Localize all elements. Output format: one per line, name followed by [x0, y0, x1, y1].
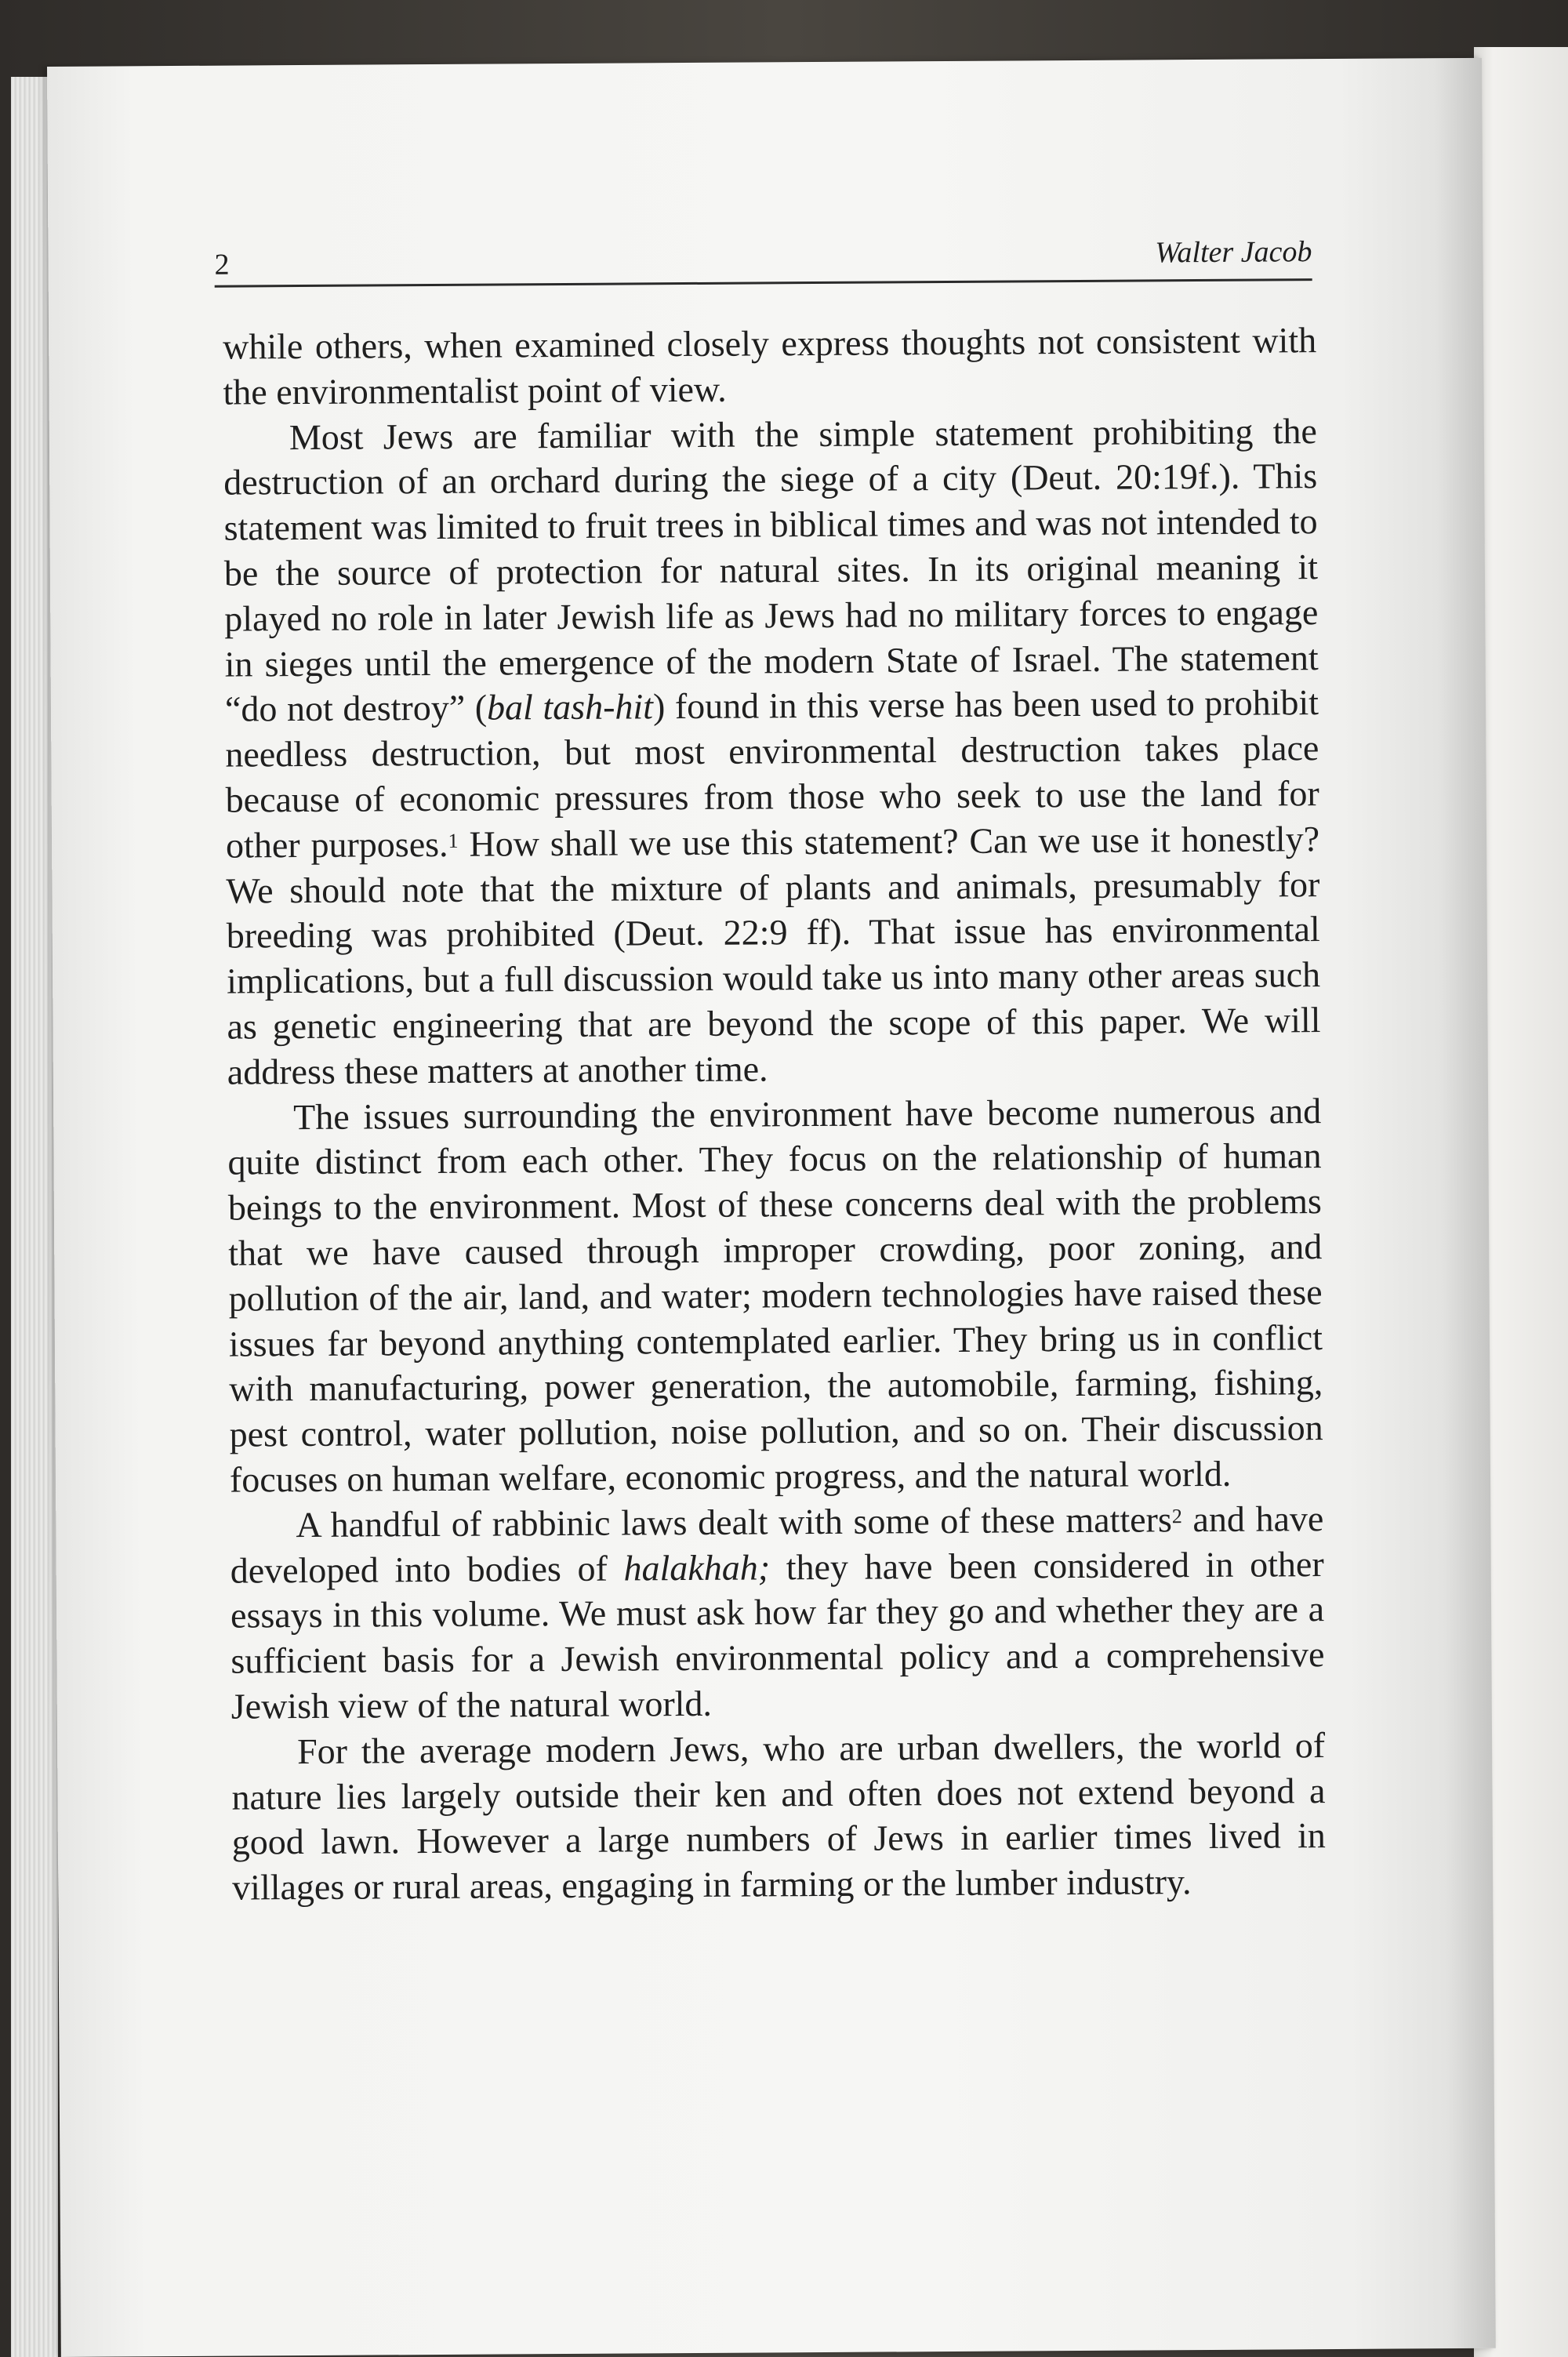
- paragraph-2: [223, 409, 1321, 1095]
- footnote-ref-1: 1: [448, 829, 459, 852]
- footnote-ref-2: 2: [1171, 1504, 1182, 1527]
- paragraph-2-text-d: How shall we use this statement? Can we use it honestly? We should note that the mixture of plants and animals, presumably for breeding was prohibited (Deut. 22:9 ff). That issue has environmental implications, but a full discussion would take us into many other areas such as genetic engineering that are beyond the scope of this paper. We will address these matters at another time.: [226, 818, 1321, 1092]
- paragraph-2-italic-term: bal tash-hit: [486, 686, 654, 728]
- page-number: 2: [214, 248, 230, 281]
- paragraph-3: The issues surrounding the environment have become numerous and quite distinct from each other. They focus on the relationship of human beings to the environment. Most of these concerns deal with the problems that we have caused through improper crowding, poor zoning, and pollution of the air, land, and water; modern technologies have raised these issues far beyond anything contemplated earlier. They bring us in conflict with manufacturing, power generation, the automobile, farming, fishing, pest control, water pollution, noise pollution, and so on. Their discussion focuses on human welfare, economic progress, and the natural world.: [227, 1090, 1323, 1500]
- paragraph-4-italic-term: halakhah;: [623, 1546, 771, 1589]
- book-page: [47, 58, 1496, 2357]
- body-text: [223, 318, 1326, 1910]
- paragraph-4-text-a: A handful of rabbinic laws dealt with some of these matters: [296, 1498, 1172, 1545]
- running-head: Walter Jacob: [1155, 235, 1312, 270]
- paragraph-4: [230, 1496, 1325, 1730]
- paragraph-1: while others, when examined closely express thoughts not consistent with the environmentalist point of view.: [223, 320, 1317, 412]
- paragraph-2-text-c: ) found in this verse has been used to prohibit needless destruction, but most environmental destruction takes place because of economic pressures from those who seek to use the land for other purposes.: [225, 682, 1319, 866]
- paragraph-4-text-d: they have been considered in other essays in this volume. We must ask how far they go and whether they are a sufficient basis for a Jewish environmental policy and a comprehensive Jewish view of the natural world.: [230, 1543, 1325, 1727]
- page-header: [214, 231, 1312, 288]
- paragraph-4-text-b: and have developed into bodies of: [230, 1498, 1324, 1591]
- paragraph-2-text-a: Most Jews are familiar with the simple statement prohibiting the destruction of an orchard during the siege of a city (Deut. 20:19f.). This statement was limited to fruit trees in biblical times and was not intended to be the source of protection for natural sites. In its original meaning it played no role in later Jewish life as Jews had no military forces to engage in sieges until the emergence of the modern State of Israel. The statement “do not destroy” (: [223, 410, 1319, 730]
- paragraph-5: For the average modern Jews, who are urban dwellers, the world of nature lies largely outside their ken and often does not extend beyond a good lawn. However a large numbers of Jews in earlier times lived in villages or rural areas, engaging in farming or the lumber industry.: [231, 1724, 1326, 1908]
